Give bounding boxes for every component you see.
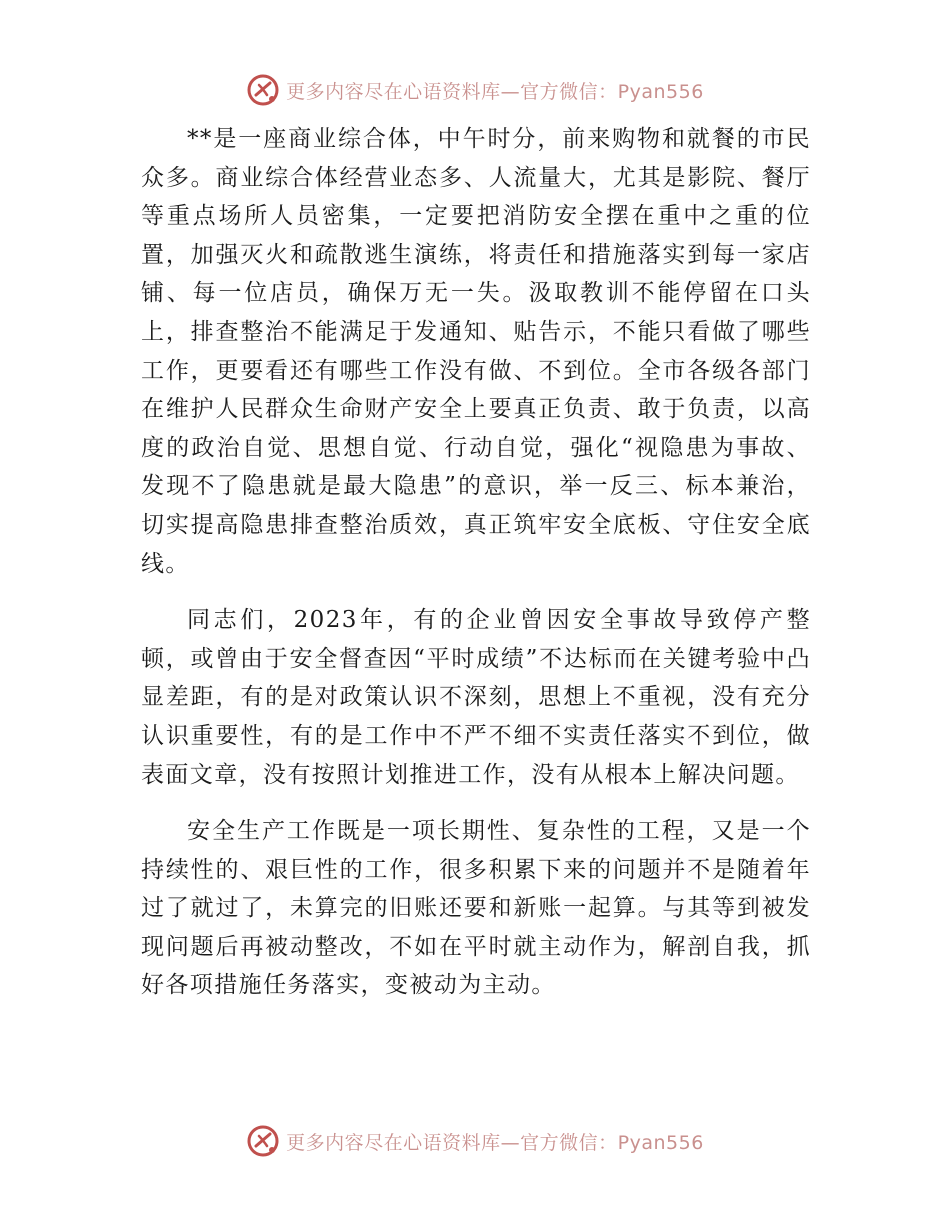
seal-logo-icon (246, 73, 280, 107)
header-watermark (0, 70, 950, 110)
footer-watermark (0, 1121, 950, 1161)
watermark-text: 更多内容尽在心语资料库—官方微信：Pyan556 (286, 80, 704, 103)
paragraph-2: 同志们，2023年，有的企业曾因安全事故导致停产整顿，或曾由于安全督查因“平时成绩”不达标而在关键考验中凸显差距，有的是对政策认识不深刻，思想上不重视，没有充分认识重要性，有的是工作中不严不细不实责任落实不到位，做表面文章，没有按照计划推进工作，没有从根本上解决问题。 (141, 607, 811, 788)
seal-logo-icon (246, 1124, 280, 1158)
watermark-text: 更多内容尽在心语资料库—官方微信：Pyan556 (286, 1131, 704, 1154)
document-body (141, 120, 811, 1023)
paragraph-3: 安全生产工作既是一项长期性、复杂性的工程，又是一个持续性的、艰巨性的工作，很多积累下来的问题并不是随着年过了就过了，未算完的旧账还要和新账一起算。与其等到被发现问题后再被动整改，不如在平时就主动作为，解剖自我，抓好各项措施任务落实，变被动为主动。 (141, 818, 811, 999)
paragraph-1: **是一座商业综合体，中午时分，前来购物和就餐的市民众多。商业综合体经营业态多、人流量大，尤其是影院、餐厅等重点场所人员密集，一定要把消防安全摆在重中之重的位置，加强灭火和疏散逃生演练，将责任和措施落实到每一家店铺、每一位店员，确保万无一失。汲取教训不能停留在口头上，排查整治不能满足于发通知、贴告示，不能只看做了哪些工作，更要看还有哪些工作没有做、不到位。全市各级各部门在维护人民群众生命财产安全上要真正负责、敢于负责，以高度的政治自觉、思想自觉、行动自觉，强化“视隐患为事故、发现不了隐患就是最大隐患”的意识，举一反三、标本兼治，切实提高隐患排查整治质效，真正筑牢安全底板、守住安全底线。 (141, 126, 811, 577)
